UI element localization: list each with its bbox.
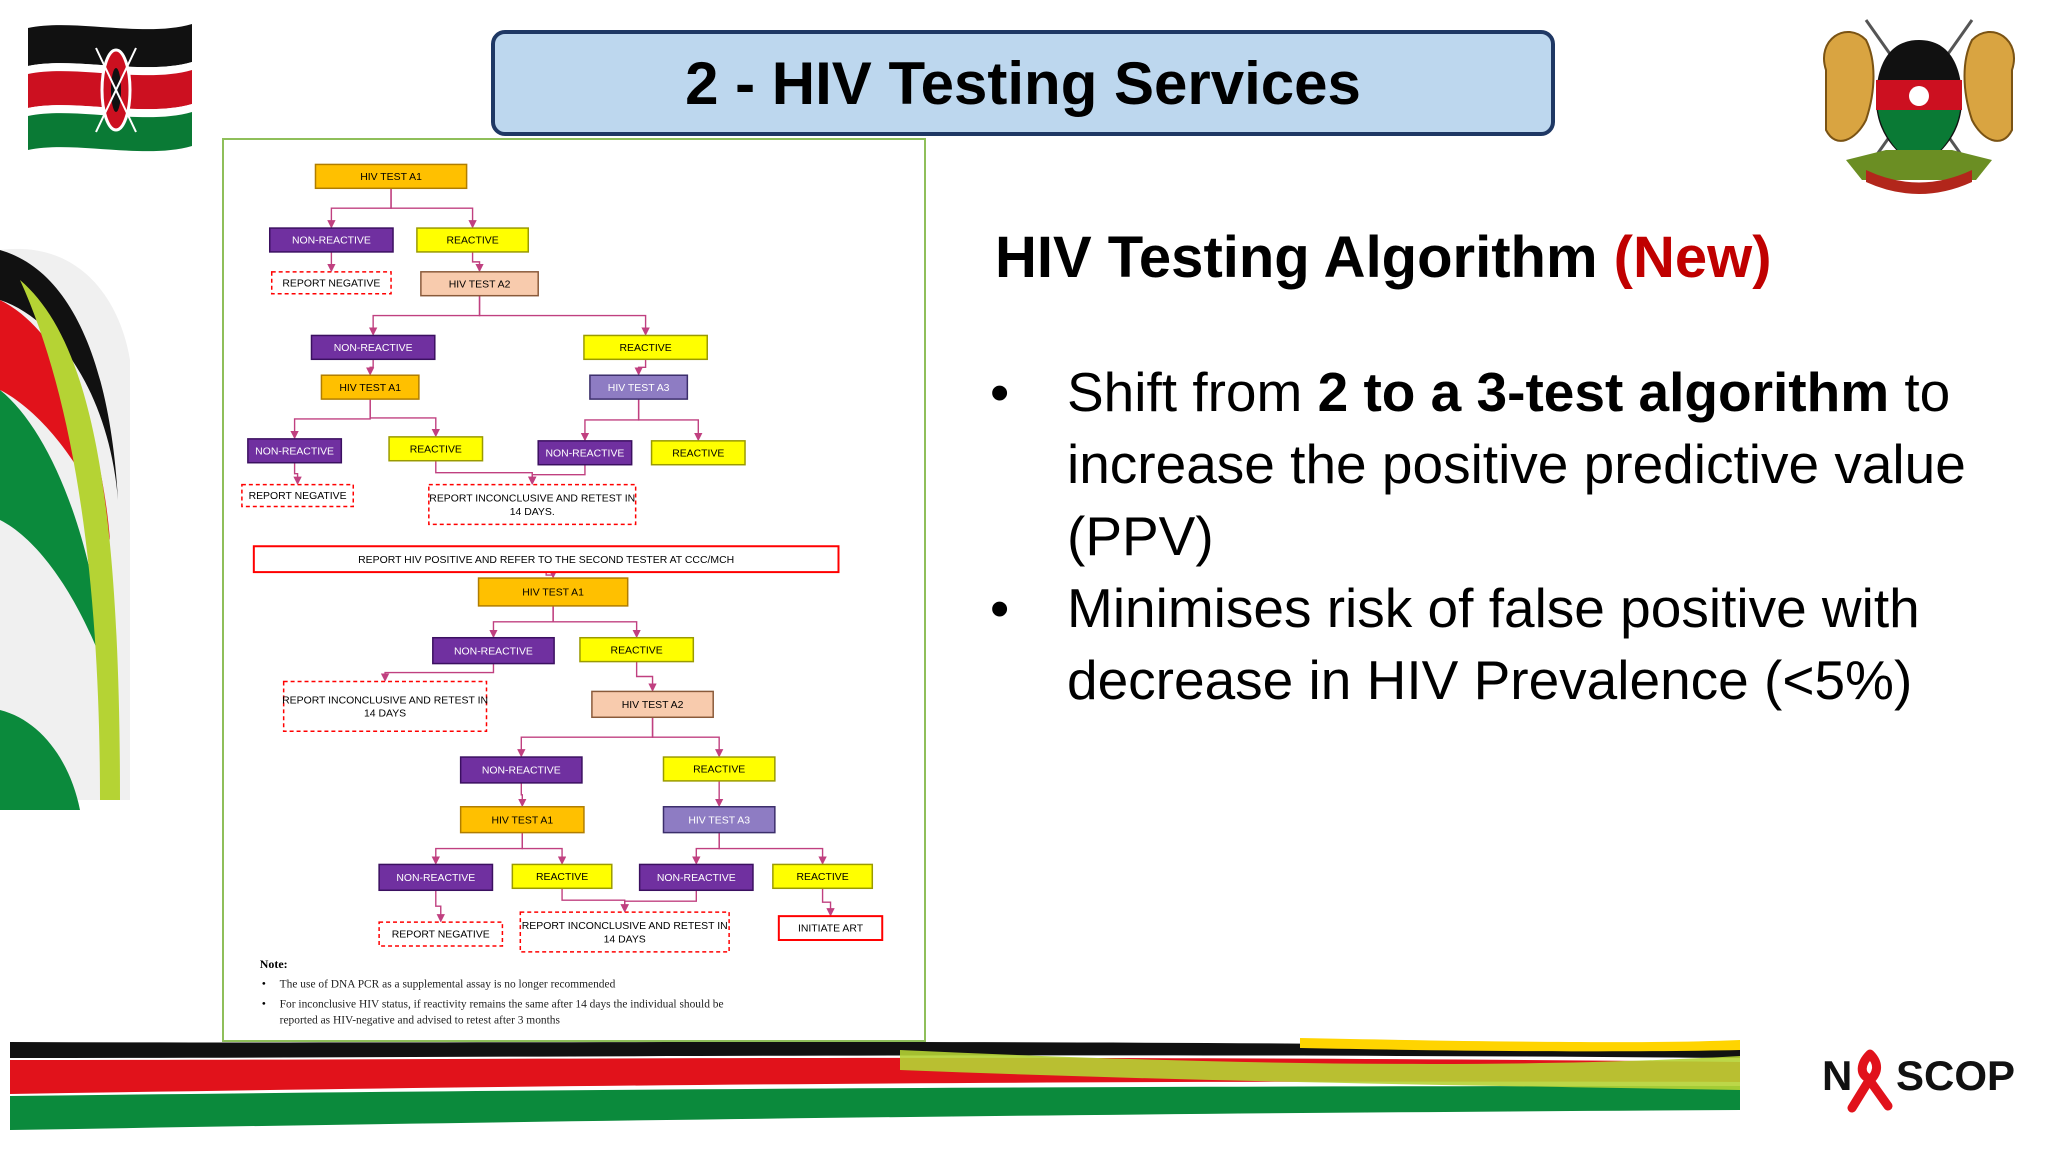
flow-node-label: 14 DAYS.	[509, 506, 555, 518]
note-text: reported as HIV-negative and advised to retest after 3 months	[279, 1014, 560, 1027]
flow-arrow	[823, 888, 831, 915]
flow-arrow	[653, 717, 720, 756]
flow-node-label: NON-REACTIVE	[454, 646, 533, 658]
flow-node-rep-neg1	[272, 272, 391, 294]
flow-node-label: NON-REACTIVE	[656, 873, 736, 885]
flow-arrow	[585, 399, 639, 440]
flow-arrow	[719, 833, 822, 864]
flow-arrow	[521, 717, 652, 756]
bullet-emphasis: 2 to a 3-test algorithm	[1317, 361, 1890, 423]
nascop-logo	[1816, 1034, 2036, 1114]
heading-new-tag: (New)	[1613, 225, 1772, 290]
flow-arrow	[436, 461, 532, 484]
flow-arrow	[522, 833, 562, 864]
flow-arrow	[385, 664, 493, 681]
svg-text:SCOP: SCOP	[1896, 1052, 2016, 1099]
flow-arrow	[295, 463, 298, 484]
flow-node-label: INITIATE ART	[797, 923, 864, 935]
bullet-item	[990, 572, 2030, 716]
flow-arrow	[493, 606, 553, 637]
flow-node-label: HIV TEST A1	[491, 815, 554, 827]
bullet-span: to increase the positive predictive value (PPV)	[1067, 361, 1966, 567]
flow-arrow	[696, 833, 719, 864]
flow-node-nr5	[433, 638, 554, 664]
flow-node-r7	[512, 864, 611, 888]
flow-node-r8	[773, 864, 872, 888]
flow-arrow	[532, 465, 585, 484]
flow-node-label: REACTIVE	[672, 448, 725, 460]
flow-node-label: NON-REACTIVE	[396, 873, 476, 885]
flow-node-nr1	[270, 228, 393, 252]
flow-node-label: REACTIVE	[409, 444, 462, 456]
flow-node-label: REPORT INCONCLUSIVE AND RETEST IN	[429, 493, 636, 505]
flow-node-inc2	[282, 681, 488, 731]
flow-node-a1-top	[315, 164, 466, 188]
flow-arrow	[370, 359, 373, 374]
flow-node-label: HIV TEST A1	[522, 587, 584, 599]
flow-node-nr6	[461, 757, 582, 783]
flow-node-box	[520, 912, 729, 952]
flow-node-r4	[652, 441, 745, 465]
flow-node-rep-neg2	[242, 485, 353, 507]
flow-node-label: 14 DAYS	[603, 934, 646, 946]
flow-node-nr2	[312, 335, 435, 359]
flow-node-label: NON-REACTIVE	[255, 446, 335, 458]
nascop-logo-mark	[1816, 1034, 2036, 1114]
flow-node-nr7	[379, 864, 492, 890]
flow-node-nr8	[640, 864, 753, 890]
algorithm-heading	[995, 224, 1995, 291]
flow-node-a2-1	[421, 272, 538, 296]
flow-node-label: HIV TEST A3	[607, 382, 670, 394]
flow-arrow	[295, 399, 371, 438]
flow-arrow	[370, 399, 436, 436]
flow-arrow	[373, 296, 479, 335]
flow-node-a3-2	[663, 807, 774, 833]
kenya-coat-of-arms-icon	[1806, 10, 2032, 196]
flow-node-r5	[580, 638, 693, 662]
flow-arrow	[436, 833, 523, 864]
bullet-text	[1067, 356, 2030, 572]
flow-node-r6	[663, 757, 774, 781]
kenya-colors-stripes	[0, 1030, 1750, 1140]
flow-node-nr4	[538, 441, 631, 465]
flow-node-label: REACTIVE	[610, 645, 663, 657]
flow-arrow	[639, 359, 646, 374]
flow-node-r2	[584, 335, 707, 359]
flow-arrow	[637, 662, 653, 691]
key-points-list	[990, 356, 2030, 716]
note-bullet: •	[261, 976, 266, 991]
flow-node-label: NON-REACTIVE	[291, 235, 371, 247]
kenya-flag-icon	[24, 18, 196, 154]
flow-node-label: REACTIVE	[619, 343, 672, 355]
bullet-text	[1067, 572, 2030, 716]
flow-node-pos-refer	[254, 546, 839, 572]
flow-arrow	[521, 783, 522, 806]
flow-node-label: NON-REACTIVE	[333, 343, 413, 355]
flow-node-label: REPORT NEGATIVE	[391, 929, 490, 941]
bullet-dot: •	[990, 577, 1010, 639]
flow-arrow	[625, 890, 697, 911]
note-text: For inconclusive HIV status, if reactivity remains the same after 14 days the individual should be	[279, 998, 724, 1011]
flow-node-label: REACTIVE	[446, 235, 499, 247]
flow-node-label: HIV TEST A1	[360, 172, 422, 184]
flow-node-label: NON-REACTIVE	[481, 765, 561, 777]
flow-node-nr3	[248, 439, 341, 463]
flow-node-label: REACTIVE	[796, 872, 849, 884]
slide-title: 2 - HIV Testing Services	[685, 49, 1361, 117]
flow-node-box	[429, 485, 636, 525]
flow-node-label: REPORT INCONCLUSIVE AND RETEST IN	[521, 920, 728, 932]
svg-text:N: N	[1822, 1052, 1853, 1099]
flow-node-a3-1	[590, 375, 687, 399]
slide-title-banner	[491, 30, 1555, 136]
flow-arrow	[391, 188, 473, 227]
flow-node-label: REPORT NEGATIVE	[248, 491, 347, 503]
bullet-dot: •	[990, 361, 1010, 423]
flow-arrow	[639, 399, 699, 440]
flow-node-box	[284, 681, 487, 731]
flow-arrow	[473, 252, 480, 271]
flow-node-a2-2	[592, 691, 713, 717]
note-bullet: •	[261, 996, 266, 1011]
hiv-testing-algorithm-flowchart	[222, 138, 926, 1042]
flow-node-inc3	[520, 912, 729, 952]
flow-node-a1-3	[479, 578, 628, 606]
flow-node-label: REPORT NEGATIVE	[282, 278, 381, 290]
flow-node-art	[779, 916, 882, 940]
flow-arrow	[553, 606, 637, 637]
note-title: Note:	[259, 956, 288, 971]
flow-node-label: REACTIVE	[693, 764, 746, 776]
flow-node-label: 14 DAYS	[363, 708, 407, 720]
flow-node-label: HIV TEST A2	[621, 700, 684, 712]
flow-node-r1	[417, 228, 528, 252]
heading-main-text: HIV Testing Algorithm	[995, 225, 1598, 290]
flow-node-label: HIV TEST A3	[688, 815, 751, 827]
kenya-colors-swoosh	[0, 240, 140, 810]
flow-node-label: HIV TEST A1	[339, 382, 402, 394]
flow-node-rep-neg3	[379, 922, 502, 946]
note-text: The use of DNA PCR as a supplemental assay is no longer recommended	[279, 978, 616, 991]
flow-node-label: REPORT INCONCLUSIVE AND RETEST IN	[282, 695, 489, 707]
bullet-span: Shift from	[1067, 361, 1318, 423]
flow-node-inc1	[429, 485, 636, 525]
flow-arrow	[331, 188, 391, 227]
flow-arrow	[480, 296, 646, 335]
flow-node-a1-2	[321, 375, 418, 399]
flow-node-a1-4	[461, 807, 584, 833]
flow-node-label: HIV TEST A2	[448, 279, 511, 291]
flow-node-r3	[389, 437, 482, 461]
flow-arrow	[562, 888, 625, 911]
bullet-span: Minimises risk of false positive with decrease in HIV Prevalence (<5%)	[1067, 577, 1920, 711]
flow-node-label: REPORT HIV POSITIVE AND REFER TO THE SECOND TESTER AT CCC/MCH	[358, 554, 735, 566]
bullet-item	[990, 356, 2030, 572]
flow-node-label: NON-REACTIVE	[545, 448, 625, 460]
flow-node-label: REACTIVE	[535, 872, 589, 884]
flow-arrow	[436, 890, 441, 921]
